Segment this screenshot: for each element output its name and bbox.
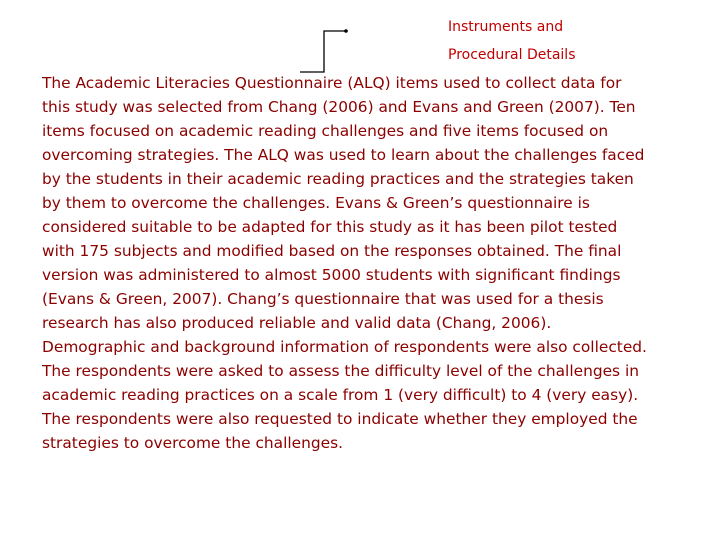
section-heading [448, 18, 648, 64]
body-line: research has also produced reliable and valid data (Chang, 2006). [42, 314, 552, 332]
body-line: with 175 subjects and modified based on the responses obtained. The final [42, 242, 622, 260]
body-line: The Academic Literacies Questionnaire (ALQ) items used to collect data for [42, 74, 622, 92]
heading-line-1: Instruments and [448, 19, 564, 35]
elbow-connector [300, 26, 352, 74]
body-line: (Evans & Green, 2007). Chang’s questionnaire that was used for a thesis [42, 290, 604, 308]
body-line: this study was selected from Chang (2006) and Evans and Green (2007). Ten [42, 98, 636, 116]
body-line: The respondents were also requested to indicate whether they employed the [42, 410, 638, 428]
body-line: by the students in their academic reading practices and the strategies taken [42, 170, 634, 188]
body-line: Demographic and background information of respondents were also collected. [42, 338, 647, 356]
body-paragraph [42, 71, 688, 455]
heading-line-2: Procedural Details [448, 47, 576, 63]
connector-endpoint-dot [344, 29, 348, 33]
body-line: academic reading practices on a scale from 1 (very difficult) to 4 (very easy). [42, 386, 639, 404]
body-line: by them to overcome the challenges. Evans & Green’s questionnaire is [42, 194, 590, 212]
body-line: overcoming strategies. The ALQ was used to learn about the challenges faced [42, 146, 645, 164]
body-line: considered suitable to be adapted for this study as it has been pilot tested [42, 218, 618, 236]
body-line: The respondents were asked to assess the difficulty level of the challenges in [42, 362, 640, 380]
body-line: items focused on academic reading challenges and five items focused on [42, 122, 609, 140]
body-line: strategies to overcome the challenges. [42, 434, 344, 452]
connector-line [300, 31, 346, 72]
body-line: version was administered to almost 5000 students with significant findings [42, 266, 621, 284]
